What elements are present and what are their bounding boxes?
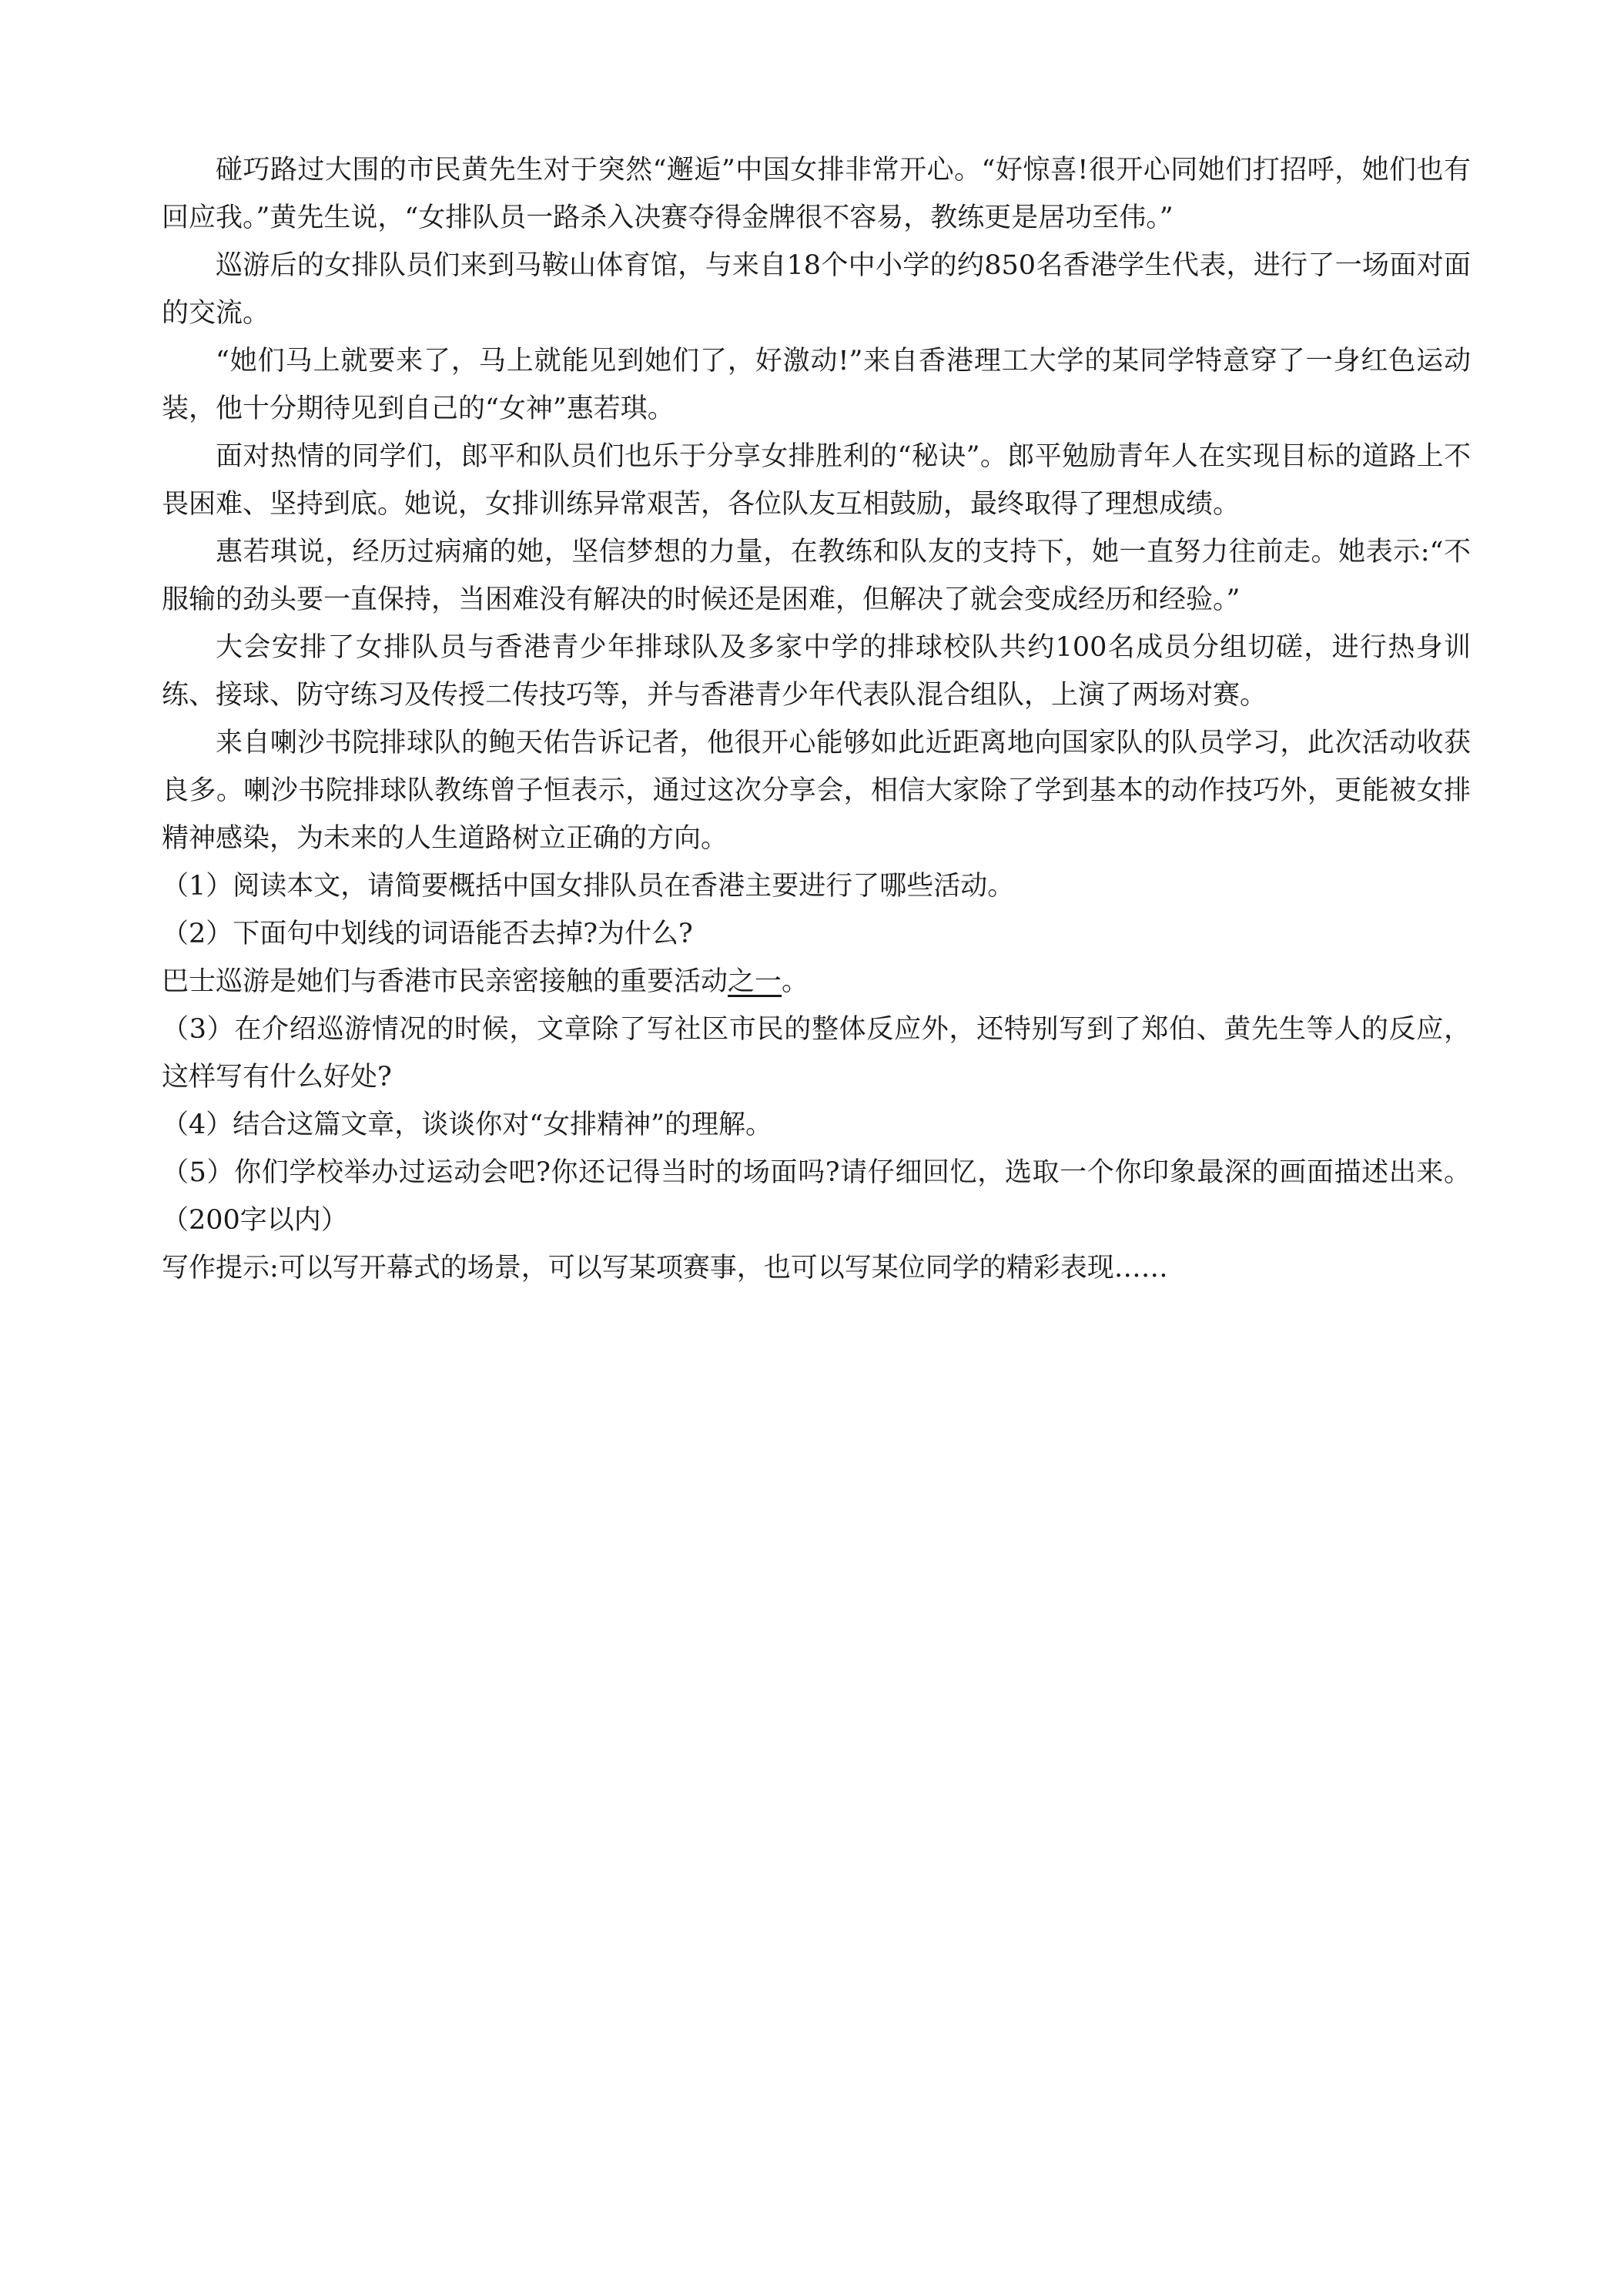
question-2-sentence	[162, 958, 1471, 1006]
question-2-sentence-end: 。	[782, 966, 809, 997]
passage-paragraph-5: 惠若琪说，经历过病痛的她，坚信梦想的力量，在教练和队友的支持下，她一直努力往前走。她表示:“不服输的劲头要一直保持，当困难没有解决的时候还是困难，但解决了就会变成经历和经验。”	[162, 537, 1471, 615]
question-5: （5）你们学校举办过运动会吧?你还记得当时的场面吗?请仔细回忆，选取一个你印象最深的画面描述出来。（200字以内）	[162, 1157, 1471, 1236]
question-4: （4）结合这篇文章，谈谈你对“女排精神”的理解。	[162, 1110, 773, 1140]
document-body	[162, 146, 1471, 1292]
passage-paragraph-7: 来自喇沙书院排球队的鲍天佑告诉记者，他很开心能够如此近距离地向国家队的队员学习，此次活动收获良多。喇沙书院排球队教练曾子恒表示，通过这次分享会，相信大家除了学到基本的动作技巧外，更能被女排精神感染，为未来的人生道路树立正确的方向。	[162, 728, 1471, 854]
passage-paragraph-3: “她们马上就要来了，马上就能见到她们了，好激动!”来自香港理工大学的某同学特意穿了一身红色运动装，他十分期待见到自己的“女神”惠若琪。	[162, 346, 1471, 424]
passage-paragraph-6: 大会安排了女排队员与香港青少年排球队及多家中学的排球校队共约100名成员分组切磋，进行热身训练、接球、防守练习及传授二传技巧等，并与香港青少年代表队混合组队，上演了两场对赛。	[162, 632, 1471, 711]
passage-paragraph-4: 面对热情的同学们，郎平和队员们也乐于分享女排胜利的“秘诀”。郎平勉励青年人在实现目标的道路上不畏困难、坚持到底。她说，女排训练异常艰苦，各位队友互相鼓励，最终取得了理想成绩。	[162, 441, 1471, 520]
question-2-sentence-text: 巴士巡游是她们与香港市民亲密接触的重要活动	[162, 966, 728, 997]
passage-paragraph-2: 巡游后的女排队员们来到马鞍山体育馆，与来自18个中小学的约850名香港学生代表，进行了一场面对面的交流。	[162, 250, 1471, 329]
passage-paragraph-1: 碰巧路过大围的市民黄先生对于突然“邂逅”中国女排非常开心。“好惊喜!很开心同她们打招呼，她们也有回应我。”黄先生说，“女排队员一路杀入决赛夺得金牌很不容易，教练更是居功至伟。”	[162, 155, 1471, 233]
question-5-hint: 写作提示:可以写开幕式的场景，可以写某项赛事，也可以写某位同学的精彩表现……	[162, 1253, 1168, 1284]
underlined-word: 之一	[728, 966, 782, 997]
question-2: （2）下面句中划线的词语能否去掉?为什么?	[162, 919, 693, 949]
question-3: （3）在介绍巡游情况的时候，文章除了写社区市民的整体反应外，还特别写到了郑伯、黄先生等人的反应，这样写有什么好处?	[162, 1014, 1471, 1093]
question-1: （1）阅读本文，请简要概括中国女排队员在香港主要进行了哪些活动。	[162, 871, 1015, 902]
